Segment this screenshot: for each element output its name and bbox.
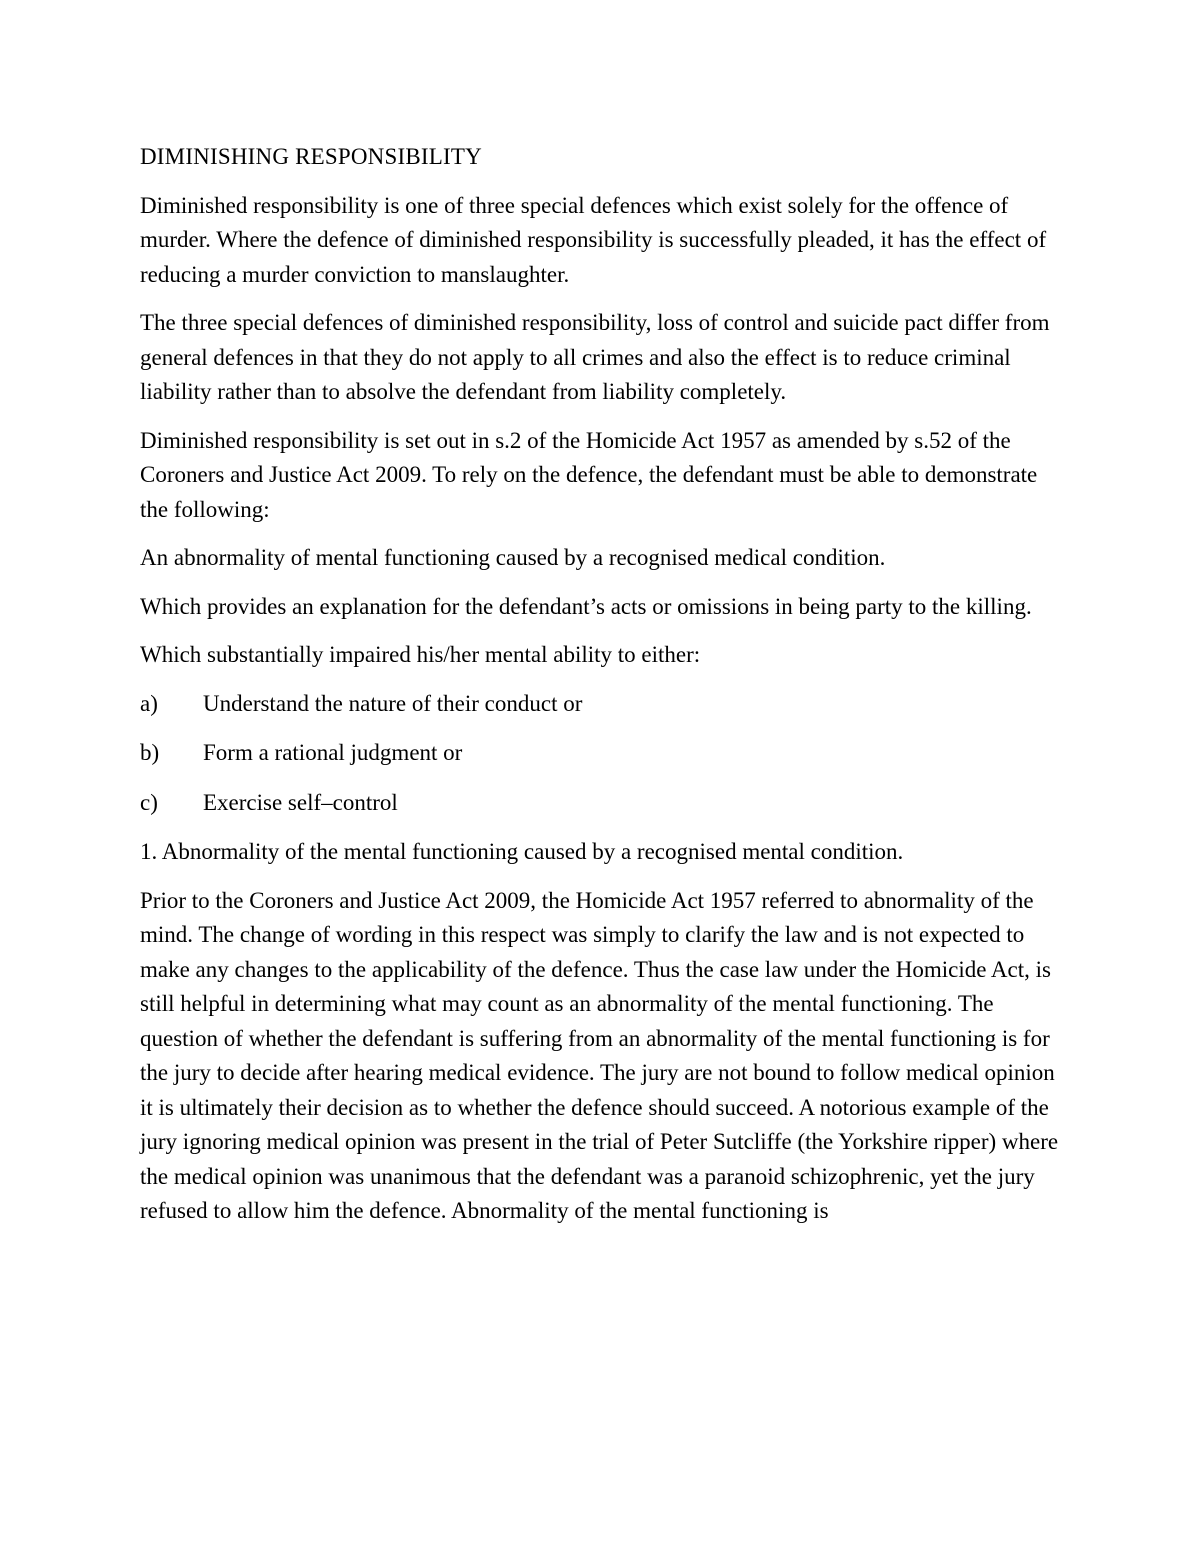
list-item-text: Form a rational judgment or — [203, 740, 463, 765]
list-item — [140, 736, 1065, 771]
paragraph-intro-1: Diminished responsibility is one of three special defences which exist solely for the offence of murder. Where the defence of diminished responsibility is successfully pleaded, it has the effect of reducing a murder conviction to manslaughter. — [140, 192, 1047, 287]
requirement-1: An abnormality of mental functioning caused by a recognised medical condition. — [140, 545, 886, 570]
document-title: DIMINISHING RESPONSIBILITY — [140, 144, 482, 169]
list-item — [140, 687, 1065, 722]
list-marker: b) — [140, 740, 160, 765]
document-page — [140, 140, 1065, 1243]
paragraph-intro-3: Diminished responsibility is set out in s.2 of the Homicide Act 1957 as amended by s.52 of the Coroners and Justice Act 2009. To rely on the defence, the defendant must be able to demonstrate the following: — [140, 427, 1038, 522]
list-marker: c) — [140, 789, 158, 815]
section-heading: 1. Abnormality of the mental functioning caused by a recognised mental condition. — [140, 839, 904, 864]
list-marker: a) — [140, 690, 158, 716]
requirement-3: Which substantially impaired his/her mental ability to either: — [140, 642, 701, 667]
paragraph-body: Prior to the Coroners and Justice Act 2009, the Homicide Act 1957 referred to abnormality of the mind. The change of wording in this respect was simply to clarify the law and is not expected to make any changes to the applicability of the defence. Thus the case law under the Homicide Act, is still helpful in determining what may count as an abnormality of the mental functioning. The question of whether the defendant is suffering from an abnormality of the mental functioning is for the jury to decide after hearing medical evidence. The jury are not bound to follow medical opinion it is ultimately their decision as to whether the defence should succeed. A notorious example of the jury ignoring medical opinion was present in the trial of Peter Sutcliffe (the Yorkshire ripper) where the medical opinion was unanimous that the defendant was a paranoid schizophrenic, yet the jury refused to allow him the defence. Abnormality of the mental functioning is — [140, 887, 1059, 1223]
list-item-text: Exercise self–control — [203, 789, 398, 815]
list-item-text: Understand the nature of their conduct or — [203, 690, 583, 716]
list-item — [140, 786, 1065, 821]
requirement-2: Which provides an explanation for the defendant’s acts or omissions in being party to the killing. — [140, 593, 1032, 619]
paragraph-intro-2: The three special defences of diminished responsibility, loss of control and suicide pact differ from general defences in that they do not apply to all crimes and also the effect is to reduce criminal liability rather than to absolve the defendant from liability completely. — [140, 310, 1050, 404]
